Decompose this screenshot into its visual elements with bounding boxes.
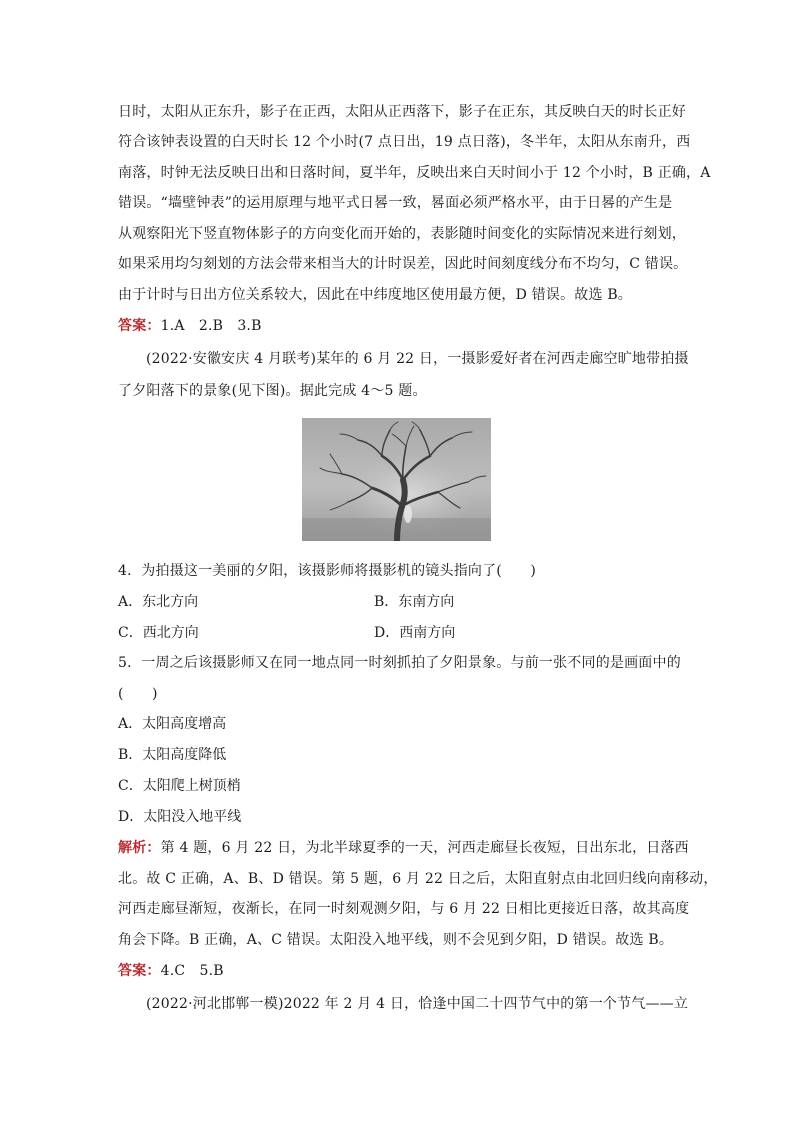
text-line: 错误。“墙壁钟表”的运用原理与地平式日晷一致，晷面必须严格水平，由于日晷的产生是 <box>118 195 673 211</box>
question-5-stem-cont: ( ) <box>118 686 158 702</box>
answer-value: 4.C 5.B <box>160 963 224 979</box>
text-line: 南落，时钟无法反映日出和日落时间，夏半年，反映出来白天时间小于 12 个小时，B 正确，A <box>118 165 711 181</box>
sunset-tree-photo <box>302 418 491 541</box>
answer-label: 答案： <box>118 318 161 334</box>
question-5-option-c: C．太阳爬上树顶梢 <box>118 778 241 794</box>
question-intro: (2022·安徽安庆 4 月联考)某年的 6 月 22 日，一摄影爱好者在河西走廊空旷地带拍摄 <box>146 351 689 367</box>
text-line: 日时，太阳从正东升，影子在正西，太阳从正西落下，影子在正东，其反映白天的时长正好 <box>118 104 686 120</box>
answer-value: 1.A 2.B 3.B <box>160 318 262 334</box>
question-5-option-a: A．太阳高度增高 <box>118 716 227 732</box>
answer-label: 答案： <box>118 963 161 979</box>
question-4-option-a: A．东北方向 <box>118 594 199 610</box>
answer-line-2 <box>118 961 224 981</box>
text-line: 从观察阳光下竖直物体影子的方向变化而开始的，表影随时间变化的实际情况来进行刻划， <box>118 226 686 242</box>
question-4-stem: 4．为拍摄这一美丽的夕阳，该摄影师将摄影机的镜头指向了( ) <box>118 563 537 579</box>
analysis-line: 北。故 C 正确，A、B、D 错误。第 5 题，6 月 22 日之后，太阳直射点由北回归线向南移动， <box>118 871 718 887</box>
analysis-line-1 <box>118 838 689 858</box>
text-line: 如果采用均匀刻划的方法会带来相当大的计时误差，因此时间刻度线分布不均匀，C 错误。 <box>118 256 688 272</box>
answer-line-1 <box>118 316 262 336</box>
analysis-line: 角会下降。B 正确，A、C 错误。太阳没入地平线，则不会见到夕阳，D 错误。故选 B。 <box>118 932 674 948</box>
question-intro-cont: 了夕阳落下的景象(见下图)。据此完成 4～5 题。 <box>118 383 427 399</box>
question-4-option-d: D．西南方向 <box>374 625 456 641</box>
question-4-option-c: C．西北方向 <box>118 625 199 641</box>
question-4-option-b: B．东南方向 <box>374 594 455 610</box>
analysis-label: 解析： <box>118 840 161 856</box>
question-5-option-d: D．太阳没入地平线 <box>118 809 242 825</box>
question-5-stem: 5．一周之后该摄影师又在同一地点同一时刻抓拍了夕阳景象。与前一张不同的是画面中的 <box>118 655 681 671</box>
question-5-option-b: B．太阳高度降低 <box>118 747 227 763</box>
analysis-line: 河西走廊昼渐短，夜渐长，在同一时刻观测夕阳，与 6 月 22 日相比更接近日落，故其高度 <box>118 901 690 917</box>
text-line: 符合该钟表设置的白天时长 12 个小时(7 点日出，19 点日落)，冬半年，太阳从东南升，西 <box>118 134 691 150</box>
text-line: 由于计时与日出方位关系较大，因此在中纬度地区使用最方便，D 错误。故选 B。 <box>118 287 633 303</box>
analysis-text: 第 4 题，6 月 22 日，为北半球夏季的一天，河西走廊昼长夜短，日出东北，日落西 <box>160 840 689 856</box>
question-intro-next: (2022·河北邯郸一模)2022 年 2 月 4 日，恰逢中国二十四节气中的第一个节气——立 <box>146 996 689 1012</box>
